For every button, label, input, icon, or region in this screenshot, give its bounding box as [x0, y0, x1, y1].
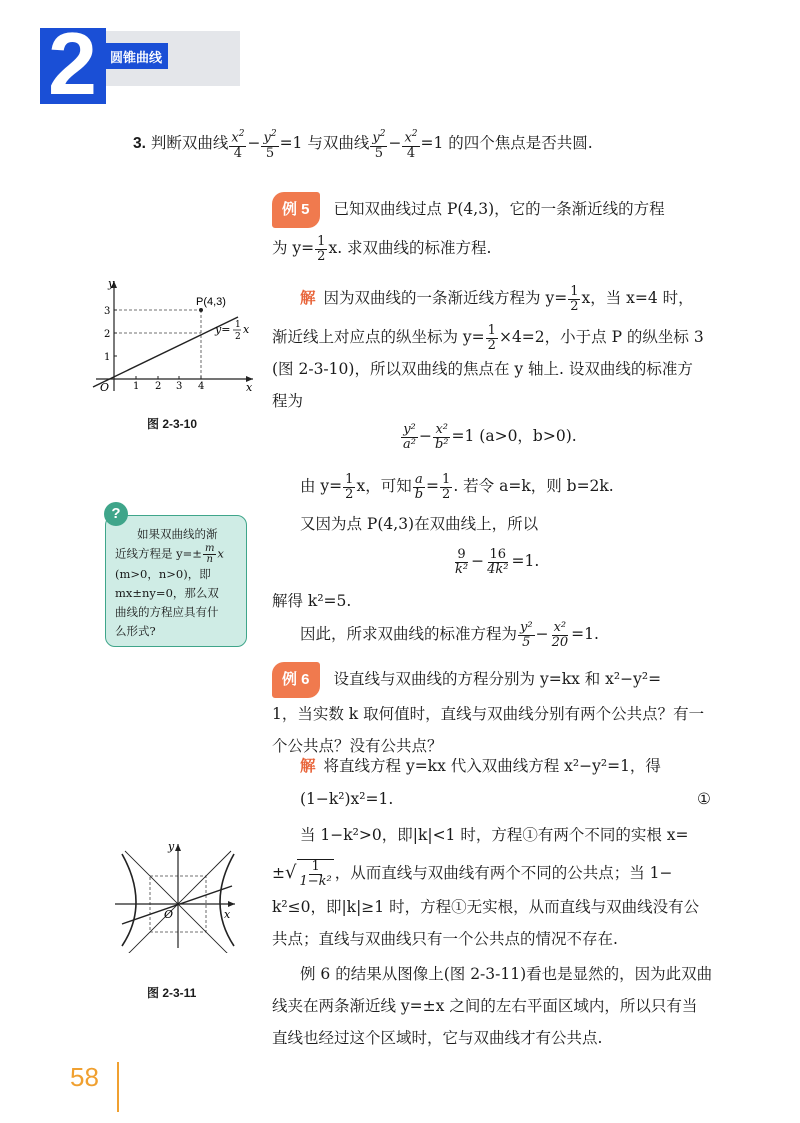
y-tick-label: 3 [104, 306, 111, 317]
x-tick-label: 2 [155, 381, 162, 392]
line-label: y= [215, 323, 231, 336]
origin-label: O [164, 908, 174, 921]
solution-conclusion: 因此，所求双曲线的标准方程为 $\frac{\text{y²}}{5}$ − $\frac{\text{x²}}{20}$ =1. [300, 619, 599, 650]
fraction: $\frac{x^2}{4}$ [231, 129, 245, 161]
equation-marker: ① [697, 790, 711, 808]
fraction: $\frac{1}{2}$ [487, 322, 496, 353]
fraction: $\frac{y^2}{5}$ [263, 129, 277, 161]
solution-line: 解得 k²=5. [272, 592, 352, 610]
point-p-label: P(4,3) [196, 296, 226, 308]
formula-standard-eq: $\frac{\text{y²}}{\text{a²}}$ − $\frac{\text{x²}}{\text{b²}}$ =1 (a>0，b>0). [403, 421, 577, 452]
fraction: $\frac{y^2}{5}$ [372, 129, 386, 161]
figure-2-3-10 [88, 275, 258, 395]
figure-2-3-10-caption: 图 2-3-10 [147, 417, 198, 431]
example-6-statement: 例 6 设直线与双曲线的方程分别为 y=kx 和 x²−y²= 1，当实数 k 取何值时，直线与双曲线分别有两个公共点？有一 个公共点？没有公共点？ [272, 662, 732, 762]
exercise-text: =1 与双曲线 [279, 134, 370, 152]
fraction: $\frac{x^2}{4}$ [404, 129, 418, 161]
example-5-statement [272, 192, 732, 264]
example-5-solution: 解 因为双曲线的一条渐近线方程为 y= $\frac{1}{2}$ x，当 x=4 时， 渐近线上对应点的纵坐标为 y= $\frac{1}{2}$ ×4=2，小于点 P 的纵坐标 3 (图 2-3-10)，所以双曲线的焦点在 y 轴上. 设双曲线的标准方 程为 [272, 282, 732, 417]
hyperbola-right-branch [220, 854, 234, 946]
example-text: x. 求双曲线的标准方程. [328, 239, 492, 257]
solution-line: 又因为点 P(4,3)在双曲线上，所以 [300, 515, 539, 533]
line-label-den: 2 [235, 332, 241, 342]
page-number: 58 [70, 1062, 99, 1092]
fraction: $\frac{1}{2}$ [570, 283, 579, 314]
x-ticks [133, 376, 204, 392]
figure-2-3-11 [110, 838, 245, 953]
solution-line-ratio: 由 y= $\frac{1}{2}$ x，可知 $\frac{a}{b}$ = $\frac{1}{2}$ . 若令 a=k，则 b=2k. [300, 471, 614, 502]
example-6-solution: 解 将直线方程 y=kx 代入双曲线方程 x²−y²=1，得 (1−k²)x²=1. ① 当 1−k²>0，即|k|<1 时，方程①有两个不同的实根 x= ±√ $\frac{1}{\text{1−k²}}$ ，从而直线与双曲线有两个不同的公共点；当 1− k²≤0，即|k|≥1 时，方程①无实根，从而直线与双曲线没有公 共点；直线与双曲线只有一个公共点的情况不存在. [272, 757, 711, 948]
x-tick-label: 4 [198, 381, 205, 392]
hyperbola-left-branch [122, 854, 136, 946]
exercise-number: 3. [133, 135, 146, 152]
exercise-text: =1 的四个焦点是否共圆. [420, 134, 593, 152]
y-axis-arrow [175, 844, 181, 851]
chapter-number: 2 [48, 14, 97, 113]
line-label-var: x [243, 323, 250, 336]
line-label-num: 1 [235, 320, 241, 330]
y-axis-label: y [108, 277, 115, 290]
point-p [199, 308, 203, 312]
figure-2-3-11-caption: 图 2-3-11 [147, 986, 197, 1000]
example-text: 已知双曲线过点 P(4,3)，它的一条渐近线的方程 [333, 200, 665, 218]
line-y-kx [122, 886, 232, 924]
solution-label: 解 [300, 290, 316, 307]
y-tick-label: 2 [104, 329, 111, 340]
example-6-discussion: 例 6 的结果从图像上(图 2-3-11)看也是显然的，因为此双曲 线夹在两条渐近线 y=±x 之间的左右平面区域内，所以只有当 直线也经过这个区域时，它与双曲线才有公共点. [272, 965, 713, 1047]
x-tick-label: 1 [133, 381, 140, 392]
y-tick-label: 1 [104, 352, 111, 363]
solution-line: (图 2-3-10)，所以双曲线的焦点在 y 轴上. 设双曲线的标准方 [272, 360, 693, 378]
solution-label: 解 [300, 758, 316, 775]
solution-line: 程为 [272, 392, 304, 410]
origin-label: O [100, 381, 110, 394]
question-text: 如果双曲线的渐 近线方程是 y=± $\frac{m}{n}$ x (m>0，n>0)，即 mx±ny=0，那么双 曲线的方程应具有什 么形式? [115, 527, 224, 638]
exercise-3: 3. 判断双曲线 $\frac{x^2}{4}$ − $\frac{y^2}{5}$ =1 与双曲线 $\frac{y^2}{5}$ − $\frac{x^2}{4}$ =1 的四个焦点是否共圆. [133, 129, 593, 161]
x-axis-label: x [246, 381, 253, 394]
chapter-title: 圆锥曲线 [110, 50, 163, 65]
example-text: 为 y= [272, 239, 315, 257]
x-axis-label: x [224, 908, 231, 921]
fraction: $\frac{1}{2}$ [317, 233, 326, 264]
y-ticks [104, 306, 117, 363]
y-axis-label: y [168, 840, 175, 853]
question-icon: ? [104, 502, 128, 526]
x-axis-arrow [228, 901, 235, 907]
page-number-divider [117, 1062, 119, 1112]
formula-point-substitution: $\frac{9}{\text{k²}}$ − $\frac{16}{\text{4k²}}$ =1. [455, 546, 540, 577]
exercise-text: 判断双曲线 [150, 134, 229, 152]
example-6-badge: 例 6 [272, 662, 320, 698]
example-5-badge: 例 5 [272, 192, 320, 228]
x-tick-label: 3 [176, 381, 183, 392]
